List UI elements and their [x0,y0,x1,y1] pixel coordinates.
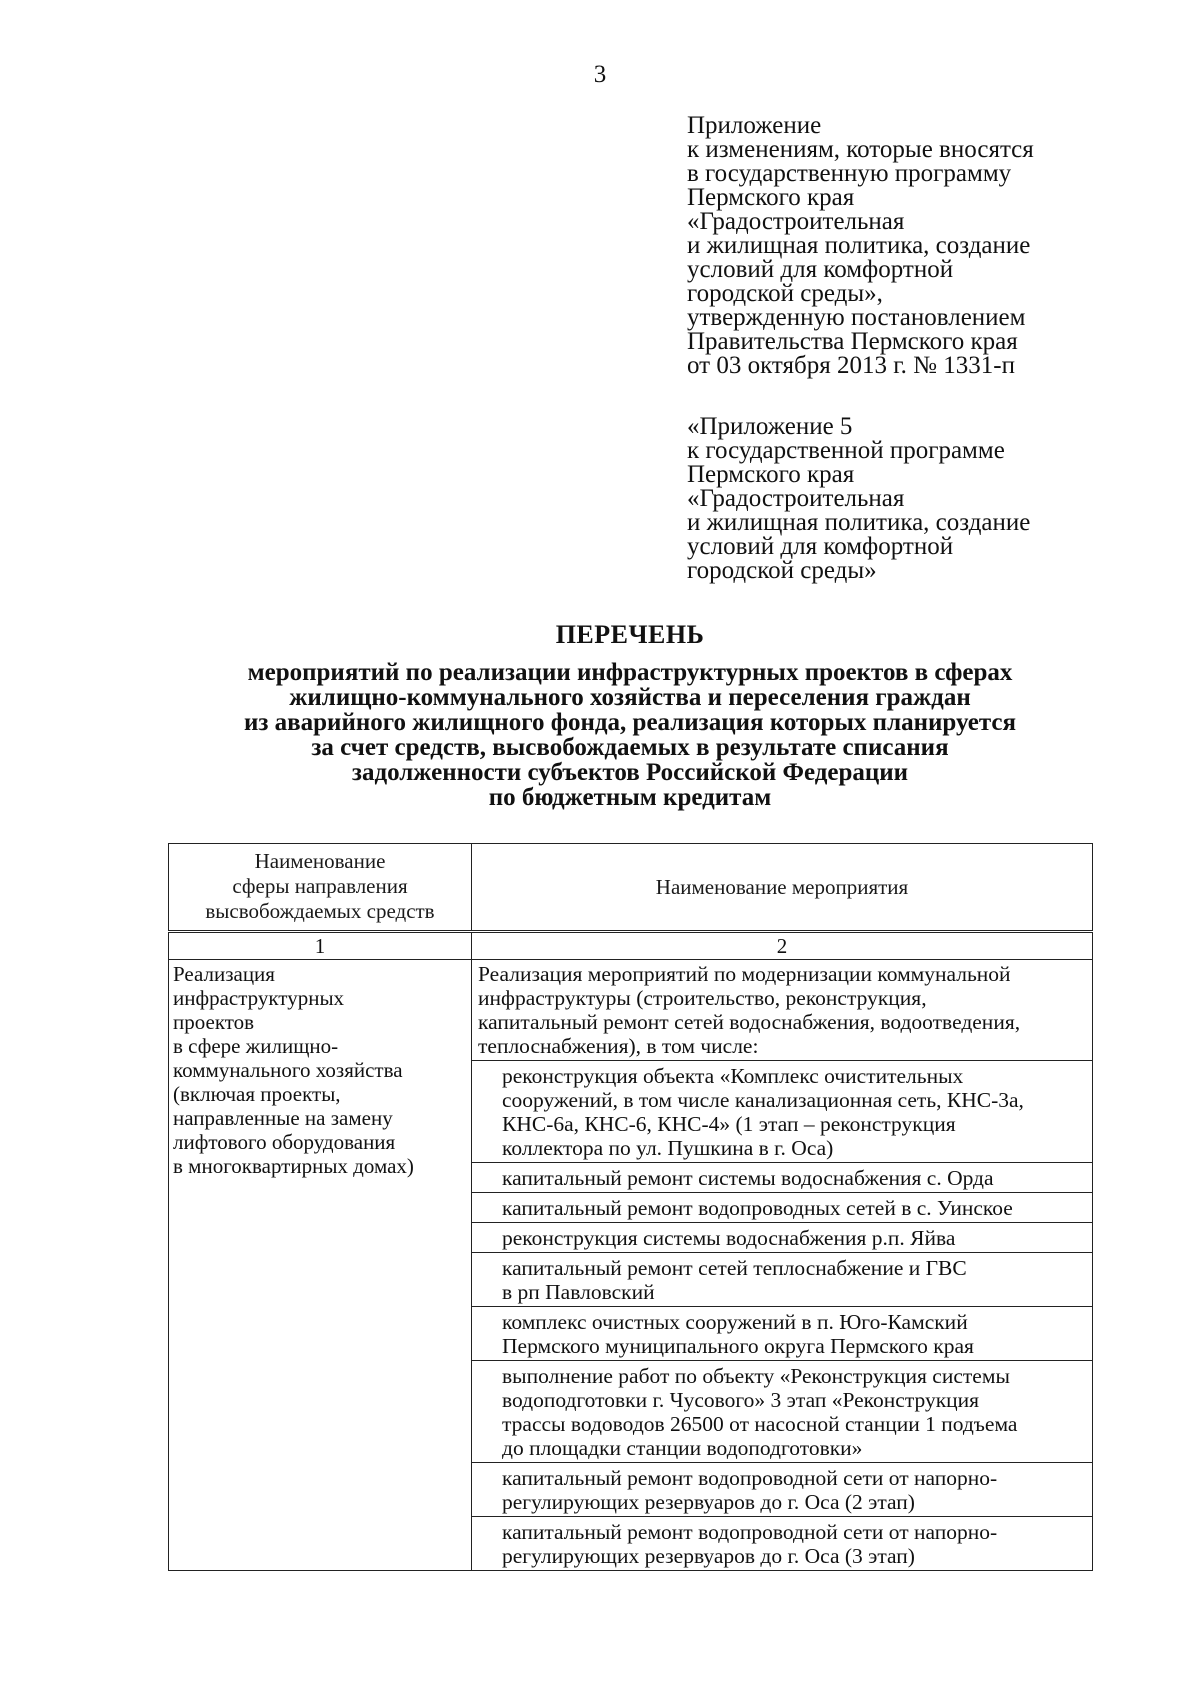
activity-item [472,1223,1093,1253]
header-sphere-line: Наименование [254,849,386,873]
activity-line: капитальный ремонт сетей теплоснабжение и ГВС [502,1256,967,1280]
document-subtitle [0,660,1200,810]
annex-header-line: Приложение [687,112,822,139]
subtitle-line: жилищно-коммунального хозяйства и переселения граждан [289,684,971,711]
activity-line: реконструкция объекта «Комплекс очистительных [502,1064,964,1088]
header-sphere-line: сферы направления [232,874,408,898]
annex-header-line: городской среды», [687,280,883,307]
annex-header [687,114,1107,378]
annex-header-line: от 03 октября 2013 г. № 1331-п [687,352,1015,379]
activity-item [472,1193,1093,1223]
column-number: 1 [169,932,472,960]
main-activity-line: Реализация мероприятий по модернизации коммунальной [478,962,1011,986]
activity-line: водоподготовки г. Чусового» 3 этап «Реконструкция [502,1388,980,1412]
annex-header-line: «Градостроительная [687,208,905,235]
activity-item [472,1163,1093,1193]
sphere-line: в многоквартирных домах) [173,1154,414,1178]
activity-line: капитальный ремонт водопроводной сети от напорно- [502,1520,998,1544]
main-activity-cell [472,960,1093,1061]
activity-line: комплекс очистных сооружений в п. Юго-Камский [502,1310,968,1334]
activity-line: выполнение работ по объекту «Реконструкция системы [502,1364,1010,1388]
sphere-line: проектов [173,1010,255,1034]
activity-item [472,1061,1093,1163]
header-sphere [169,844,472,932]
annex-header-line: и жилищная политика, создание [687,232,1031,259]
subtitle-line: за счет средств, высвобождаемых в результате списания [311,734,949,761]
activity-line: трассы водоводов 26500 от насосной станции 1 подъема [502,1412,1018,1436]
activity-line: сооружений, в том числе канализационная сеть, КНС-3а, [502,1088,1024,1112]
annex-header-line: Правительства Пермского края [687,328,1018,355]
activity-item [472,1517,1093,1571]
table-row [169,960,1093,1061]
activity-line: КНС-6а, КНС-6, КНС-4» (1 этап – реконструкция [502,1112,956,1136]
annex-5-line: условий для комфортной [687,533,954,560]
subtitle-line: задолженности субъектов Российской Федерации [351,759,909,786]
activity-line: в рп Павловский [502,1280,655,1304]
annex-5-line: «Градостроительная [687,485,905,512]
annex-5-line: городской среды» [687,557,877,584]
sphere-line: Реализация [173,962,275,986]
subtitle-line: из аварийного жилищного фонда, реализация которых планируется [243,709,1017,736]
activity-line: реконструкция системы водоснабжения р.п. Яйва [502,1226,956,1250]
annex-5-line: и жилищная политика, создание [687,509,1031,536]
activity-line: капитальный ремонт водопроводной сети от напорно- [502,1466,998,1490]
column-number: 2 [472,932,1093,960]
sphere-line: в сфере жилищно- [173,1034,339,1058]
annex-header-line: в государственную программу [687,160,1012,187]
subtitle-line: по бюджетным кредитам [488,784,772,811]
header-sphere-line: высвобождаемых средств [205,899,435,923]
sphere-line: коммунального хозяйства [173,1058,403,1082]
annex-header-line: к изменениям, которые вносятся [687,136,1034,163]
annex-5-line: к государственной программе [687,437,1005,464]
sphere-line: (включая проекты, [173,1082,341,1106]
activity-item [472,1463,1093,1517]
column-numbers-row [169,932,1093,960]
page-number: 3 [593,61,607,88]
activity-line: коллектора по ул. Пушкина в г. Оса) [502,1136,834,1160]
activity-item [472,1307,1093,1361]
activity-item [472,1361,1093,1463]
sphere-line: инфраструктурных [173,986,345,1010]
annex-5-line: «Приложение 5 [687,413,853,440]
activity-item [472,1253,1093,1307]
activity-line: капитальный ремонт водопроводных сетей в с. Уинское [502,1196,1013,1220]
table-header-row [169,844,1093,932]
activities-table [168,843,1093,1571]
annex-header-line: утвержденную постановлением [687,304,1026,331]
annex-header-line: Пермского края [687,184,855,211]
activity-line: регулирующих резервуаров до г. Оса (2 этап) [502,1490,915,1514]
main-activity-line: теплоснабжения), в том числе: [478,1034,759,1058]
sphere-line: направленные на замену [173,1106,393,1130]
activity-line: Пермского муниципального округа Пермского края [502,1334,974,1358]
main-activity-line: инфраструктуры (строительство, реконструкция, [478,986,927,1010]
annex-5-line: Пермского края [687,461,855,488]
annex-header-line: условий для комфортной [687,256,954,283]
subtitle-line: мероприятий по реализации инфраструктурных проектов в сферах [247,659,1013,686]
activity-line: до площадки станции водоподготовки» [502,1436,863,1460]
main-activity-line: капитальный ремонт сетей водоснабжения, водоотведения, [478,1010,1021,1034]
header-activity: Наименование мероприятия [472,844,1093,932]
activity-line: капитальный ремонт системы водоснабжения с. Орда [502,1166,994,1190]
activity-line: регулирующих резервуаров до г. Оса (3 этап) [502,1544,915,1568]
annex-5-header [687,415,1107,583]
document-title: ПЕРЕЧЕНЬ [555,620,705,649]
sphere-line: лифтового оборудования [173,1130,396,1154]
sphere-cell [169,960,472,1571]
